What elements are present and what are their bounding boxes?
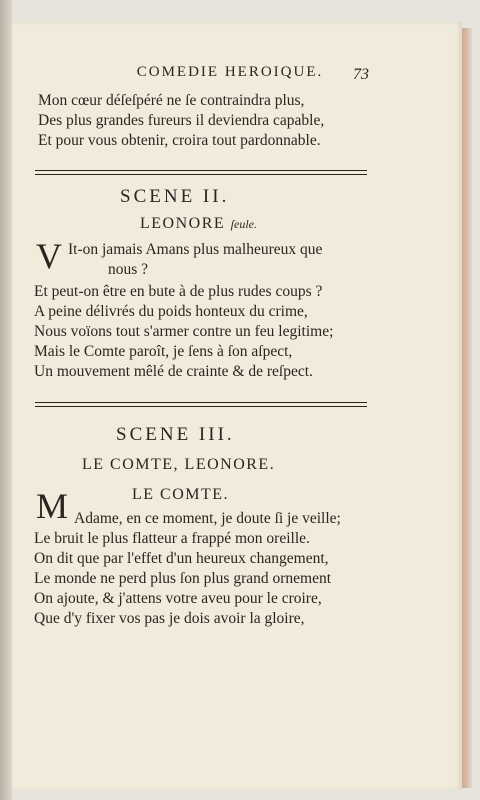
section-rule xyxy=(35,402,367,407)
verse-line: Mon cœur déſeſpéré ne ſe contraindra plus, xyxy=(38,92,305,109)
character-note: ſeule. xyxy=(230,217,257,231)
drop-cap: V xyxy=(36,236,62,276)
verse-line: Et peut-on être en bute à de plus rudes coups ? xyxy=(34,283,323,300)
scene-3-title: SCENE III. xyxy=(116,424,235,445)
verse-line: Et pour vous obtenir, croira tout pardonnable. xyxy=(38,132,321,149)
verse-line: Un mouvement mêlé de crainte & de reſpect. xyxy=(34,363,313,380)
running-title: COMEDIE HEROIQUE. xyxy=(136,64,324,80)
verse-line: Mais le Comte paroît, je ſens à ſon aſpect, xyxy=(34,343,293,360)
verse-line: Des plus grandes fureurs il deviendra capable, xyxy=(38,112,325,129)
character-name: LEONORE xyxy=(140,215,226,232)
verse-line-continuation: nous ? xyxy=(108,261,149,278)
verse-line: Adame, en ce moment, je doute ſi je veille; xyxy=(74,510,341,527)
scene-2-title: SCENE II. xyxy=(120,186,230,207)
scene-2-character xyxy=(140,215,257,233)
speaker-label: LE COMTE. xyxy=(132,486,230,503)
verse-line: On ajoute, & j'attens votre aveu pour le croire, xyxy=(34,590,322,607)
verse-line: Nous voïons tout s'armer contre un feu legitime; xyxy=(34,323,334,340)
verse-line: Le bruit le plus flatteur a frappé mon oreille. xyxy=(34,530,310,547)
drop-cap: M xyxy=(36,486,69,526)
verse-line: Que d'y fixer vos pas je dois avoir la gloire, xyxy=(34,610,305,627)
section-rule xyxy=(35,170,367,175)
book-spine xyxy=(0,0,12,800)
verse-line: A peine délivrés du poids honteux du crime, xyxy=(34,303,308,320)
scene-3-characters: LE COMTE, LEONORE. xyxy=(82,456,276,473)
verse-line: It-on jamais Amans plus malheureux que xyxy=(68,241,323,258)
verse-line: On dit que par l'effet d'un heureux changement, xyxy=(34,550,329,567)
page-number: 73 xyxy=(353,66,369,83)
verse-line: Le monde ne perd plus ſon plus grand ornement xyxy=(34,570,332,587)
